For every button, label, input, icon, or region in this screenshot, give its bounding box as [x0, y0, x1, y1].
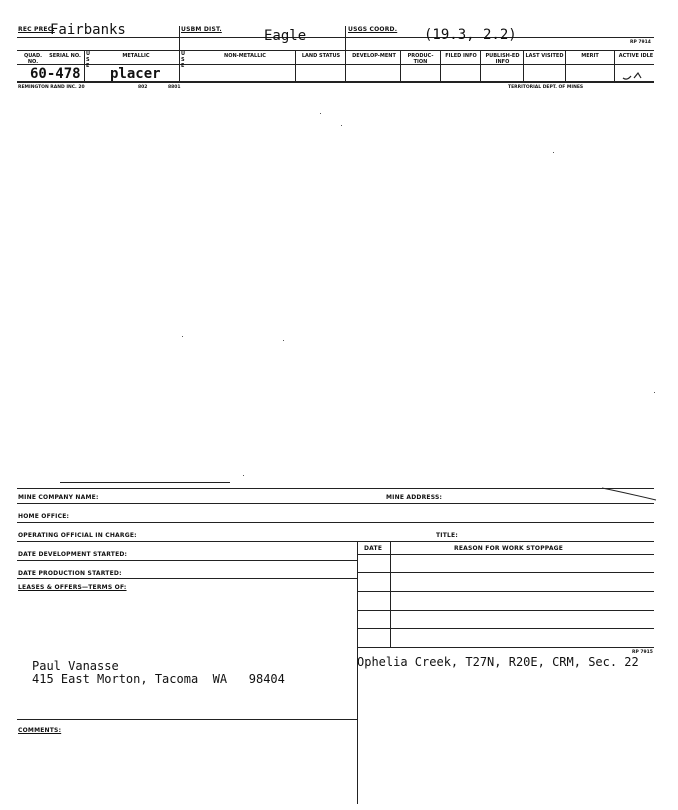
speck: [243, 475, 244, 476]
divider: [179, 26, 180, 82]
col-production: PRODUC-TION: [407, 53, 434, 65]
active-mark: [620, 68, 654, 82]
divider: [345, 26, 346, 82]
owner-name: Paul Vanasse: [32, 659, 119, 673]
speck: [341, 125, 342, 126]
torn-curl: [600, 484, 660, 502]
rec-prec-value: Fairbanks: [50, 22, 126, 38]
line: [357, 610, 654, 611]
col-active-idle: ACTIVE IDLE: [618, 53, 654, 59]
col-nonmetallic: NON-METALLIC: [224, 53, 266, 59]
rec-prec-label: REC PREC.: [18, 26, 55, 33]
form-number-top: RP 7914: [630, 40, 651, 45]
col-last-visited: LAST VISITED: [525, 53, 564, 59]
line: [357, 572, 654, 573]
column-header-top-line: [17, 50, 654, 51]
divider: [357, 541, 358, 804]
divider: [565, 50, 566, 81]
divider: [295, 50, 296, 81]
date-col-label: DATE: [364, 545, 383, 552]
line: [357, 591, 654, 592]
column-header-bottom-line: [17, 64, 654, 65]
divider: [84, 50, 85, 81]
home-office-label: HOME OFFICE:: [18, 513, 70, 520]
date-dev-started-label: DATE DEVELOPMENT STARTED:: [18, 551, 128, 558]
printer-text: REMINGTON RAND INC. 20: [18, 85, 85, 90]
form-number-lower: RP 7915: [632, 650, 653, 655]
line: [17, 578, 357, 579]
line: [357, 628, 654, 629]
date-prod-started-label: DATE PRODUCTION STARTED:: [18, 570, 122, 577]
torn-edge: [60, 482, 230, 483]
col-metallic: METALLIC: [122, 53, 150, 59]
usgs-coord-label: USGS COORD.: [348, 26, 398, 33]
col-use-nonmetallic: U S E: [181, 51, 186, 69]
line: [17, 522, 654, 523]
col-quad-no: QUAD. NO.: [23, 53, 43, 65]
title-label: TITLE:: [436, 532, 458, 539]
comments-label: COMMENTS:: [18, 727, 62, 734]
line: [17, 488, 654, 489]
speck: [182, 336, 183, 337]
metallic-value: placer: [110, 66, 161, 82]
mine-address-label: MINE ADDRESS:: [386, 494, 443, 501]
speck: [553, 152, 554, 153]
owner-address: 415 East Morton, Tacoma WA 98404: [32, 672, 285, 686]
col-use-metallic: U S E: [86, 51, 91, 69]
divider: [390, 541, 391, 647]
leases-offers-label: LEASES & OFFERS—TERMS OF:: [18, 584, 127, 591]
line: [357, 647, 654, 648]
divider: [523, 50, 524, 81]
territorial-dept: TERRITORIAL DEPT. OF MINES: [508, 85, 584, 90]
speck: [283, 340, 284, 341]
divider: [480, 50, 481, 81]
usgs-coord-value: (19.3, 2.2): [424, 27, 517, 43]
col-land-status: LAND STATUS: [301, 53, 341, 59]
location-text: Ophelia Creek, T27N, R20E, CRM, Sec. 22: [357, 655, 639, 669]
reason-col-label: REASON FOR WORK STOPPAGE: [454, 545, 564, 552]
code1: 802: [138, 85, 148, 90]
speck: [654, 392, 655, 393]
line: [17, 503, 654, 504]
col-published-info: PUBLISH-ED INFO: [485, 53, 520, 65]
line: [17, 541, 654, 542]
speck: [320, 113, 321, 114]
col-development: DEVELOP-MENT: [352, 53, 396, 59]
divider: [400, 50, 401, 81]
code2: 8801: [168, 85, 181, 90]
usbm-dist-label: USBM DIST.: [181, 26, 222, 33]
quad-serial-value: 60-478: [30, 66, 81, 82]
operating-official-label: OPERATING OFFICIAL IN CHARGE:: [18, 532, 137, 539]
divider: [614, 50, 615, 81]
line: [357, 554, 654, 555]
usbm-dist-value: Eagle: [264, 28, 307, 44]
col-filed-info: FILED INFO: [445, 53, 477, 59]
divider: [440, 50, 441, 81]
col-merit: MERIT: [581, 53, 599, 59]
line: [17, 560, 357, 561]
col-serial-no: SERIAL NO.: [49, 53, 81, 59]
mine-company-name-label: MINE COMPANY NAME:: [18, 494, 99, 501]
line: [17, 719, 357, 720]
